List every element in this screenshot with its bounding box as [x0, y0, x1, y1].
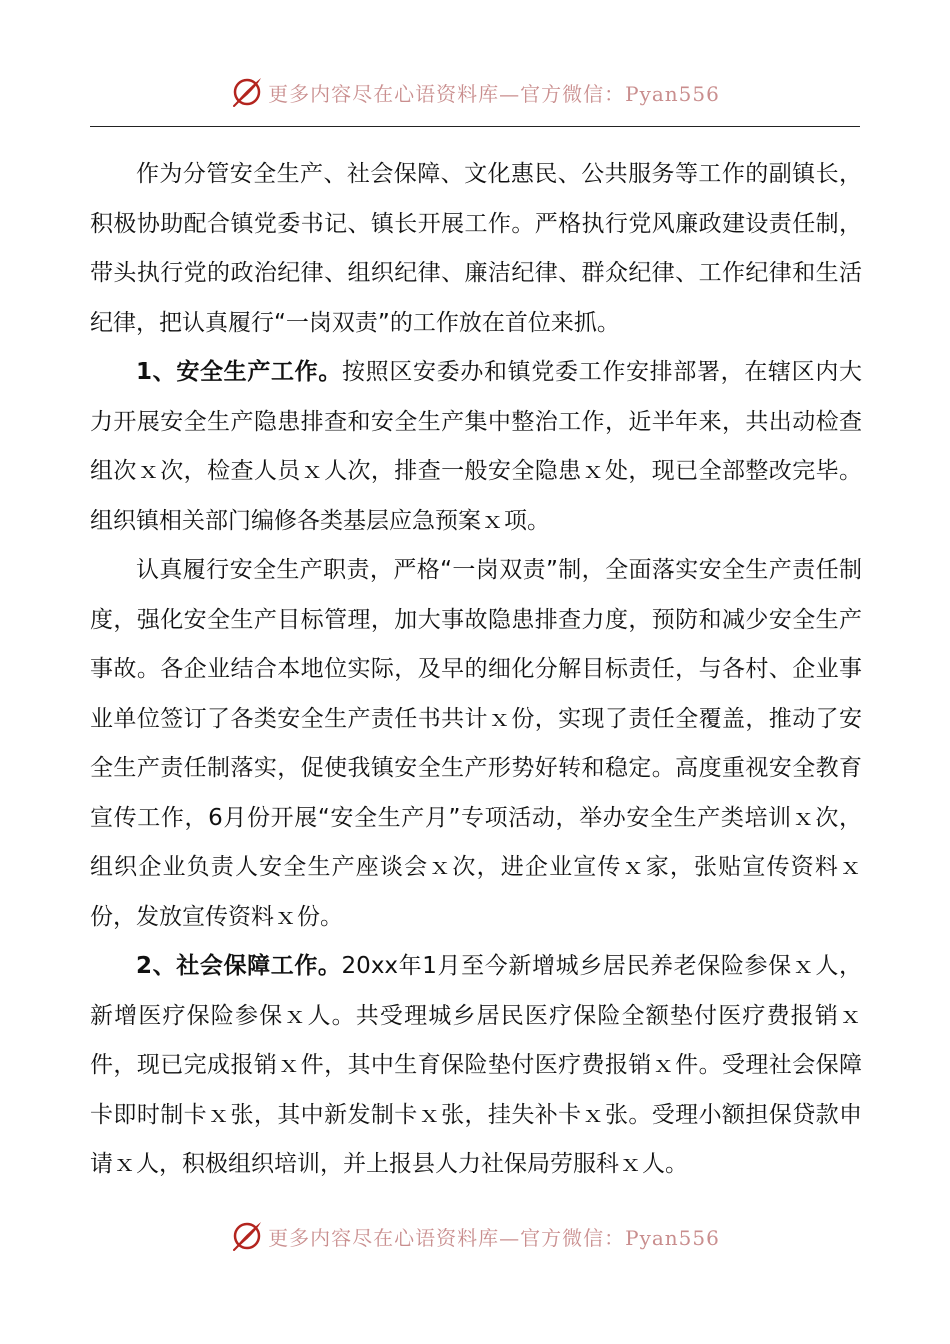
paragraph-text: 按照区安委办和镇党委工作安排部署，在辖区内大力开展安全生产隐患排查和安全生产集中整治工作，近半年来，共出动检查组次ｘ次，检查人员ｘ人次，排查一般安全隐患ｘ处，现已全部整改完毕。组织镇相关部门编修各类基层应急预案ｘ项。: [90, 359, 862, 534]
paragraph-text: 作为分管安全生产、社会保障、文化惠民、公共服务等工作的副镇长，积极协助配合镇党委书记、镇长开展工作。严格执行党风廉政建设责任制，带头执行党的政治纪律、组织纪律、廉洁纪律、群众纪律、工作纪律和生活纪律，把认真履行“一岗双责”的工作放在首位来抓。: [90, 161, 862, 336]
section-heading: 1、安全生产工作。: [136, 359, 342, 385]
footer-banner: [0, 1216, 950, 1256]
paragraph: [90, 150, 862, 348]
header-banner-text: 更多内容尽在心语资料库—官方微信：Pyan556: [268, 81, 720, 106]
header-divider: [90, 126, 860, 127]
paragraph: [90, 348, 862, 546]
paragraph: [90, 942, 862, 1190]
quill-logo-icon: [230, 1219, 264, 1253]
footer-banner-text: 更多内容尽在心语资料库—官方微信：Pyan556: [268, 1225, 720, 1250]
paragraph-text: 认真履行安全生产职责，严格“一岗双责”制，全面落实安全生产责任制度，强化安全生产目标管理，加大事故隐患排查力度，预防和减少安全生产事故。各企业结合本地位实际，及早的细化分解目标责任，与各村、企业事业单位签订了各类安全生产责任书共计ｘ份，实现了责任全覆盖，推动了安全生产责任制落实，促使我镇安全生产形势好转和稳定。高度重视安全教育宣传工作，6月份开展“安全生产月”专项活动，举办安全生产类培训ｘ次，组织企业负责人安全生产座谈会ｘ次，进企业宣传ｘ家，张贴宣传资料ｘ份，发放宣传资料ｘ份。: [90, 557, 862, 930]
paragraph-text: 20xx年1月至今新增城乡居民养老保险参保ｘ人，新增医疗保险参保ｘ人。共受理城乡居民医疗保险全额垫付医疗费报销ｘ件，现已完成报销ｘ件，其中生育保险垫付医疗费报销ｘ件。受理社会保障卡即时制卡ｘ张，其中新发制卡ｘ张，挂失补卡ｘ张。受理小额担保贷款申请ｘ人，积极组织培训，并上报县人力社保局劳服科ｘ人。: [90, 953, 862, 1177]
section-heading: 2、社会保障工作。: [136, 953, 342, 979]
paragraph: [90, 546, 862, 942]
header-banner: [0, 72, 950, 112]
document-body: [90, 150, 862, 1190]
quill-logo-icon: [230, 75, 264, 109]
